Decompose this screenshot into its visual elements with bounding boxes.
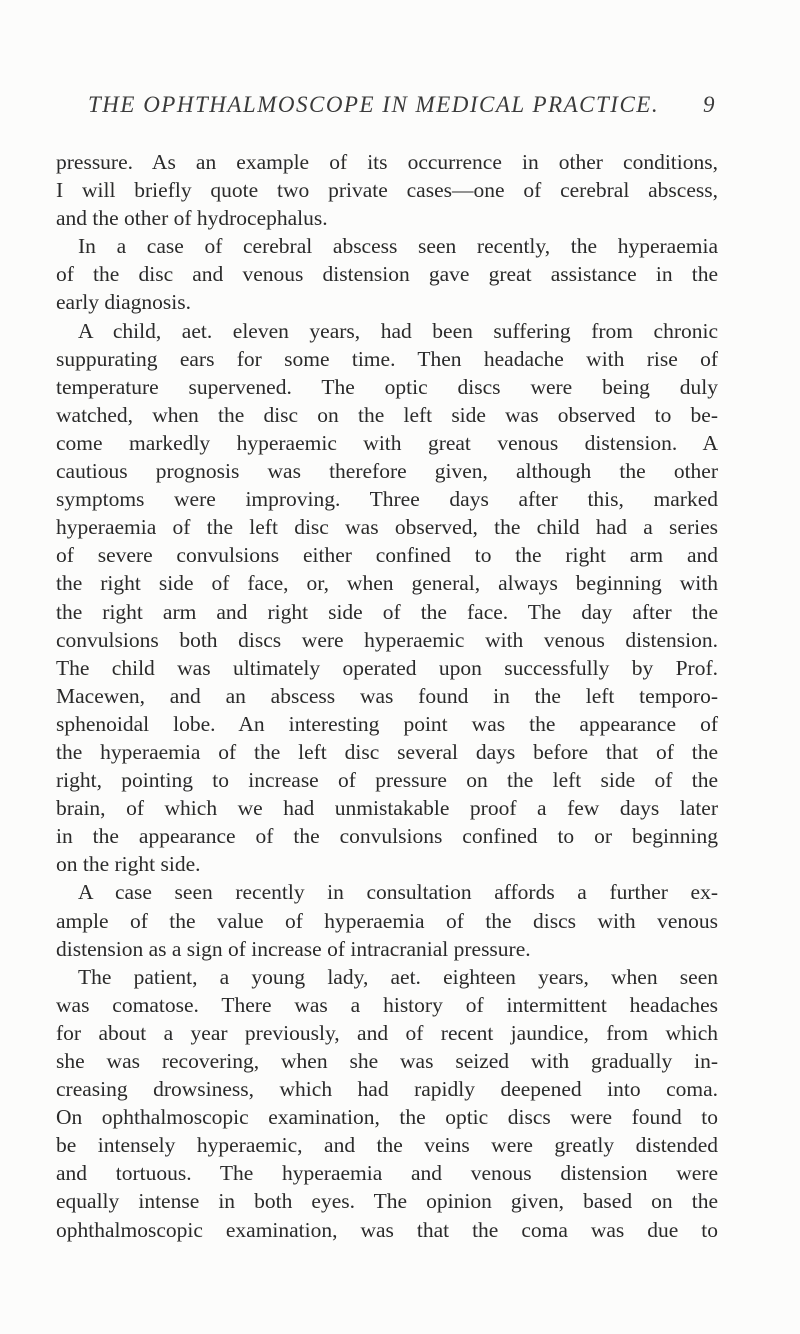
text-line: she was recovering, when she was seized with gradually in- [56, 1049, 718, 1073]
text-line: early diagnosis. [56, 290, 191, 315]
page-number: 9 [703, 92, 716, 117]
text-line: On ophthalmoscopic examination, the optic discs were found to [56, 1105, 718, 1130]
text-line: equally intense in both eyes. The opinion given, based on the [56, 1189, 718, 1214]
text-line: pressure. As an example of its occurrence in other conditions, [56, 150, 718, 174]
text-line: watched, when the disc on the left side was observed to be- [56, 402, 718, 427]
text-line: was comatose. There was a history of intermittent headaches [56, 992, 718, 1017]
text-line: the hyperaemia of the left disc several days before that of the [56, 739, 718, 764]
text-line: convulsions both discs were hyperaemic with venous distension. [56, 627, 718, 652]
text-line: for about a year previously, and of recent jaundice, from which [56, 1020, 718, 1045]
text-line: ample of the value of hyperaemia of the discs with venous [56, 908, 718, 933]
text-line: A case seen recently in consultation affords a further ex- [78, 880, 718, 905]
text-line: I will briefly quote two private cases—one of cerebral abscess, [56, 178, 718, 203]
running-head-title: THE OPHTHALMOSCOPE IN MEDICAL PRACTICE. [88, 92, 660, 117]
text-line: In a case of cerebral abscess seen recently, the hyperaemia [78, 234, 718, 259]
text-line: come markedly hyperaemic with great venous distension. A [56, 430, 718, 455]
text-line: be intensely hyperaemic, and the veins were greatly distended [56, 1133, 718, 1158]
text-line: brain, of which we had unmistakable proof a few days later [56, 796, 718, 821]
text-line: The child was ultimately operated upon successfully by Prof. [56, 655, 718, 680]
text-line: the right arm and right side of the face. The day after the [56, 599, 718, 624]
text-line: creasing drowsiness, which had rapidly deepened into coma. [56, 1077, 718, 1102]
running-head [88, 92, 716, 122]
text-line: A child, aet. eleven years, had been suffering from chronic [78, 318, 718, 343]
text-line: temperature supervened. The optic discs were being duly [56, 374, 718, 399]
text-line: Macewen, and an abscess was found in the left temporo- [56, 683, 718, 708]
text-line: distension as a sign of increase of intracranial pressure. [56, 936, 531, 961]
text-line: in the appearance of the convulsions confined to or beginning [56, 824, 718, 849]
text-line: The patient, a young lady, aet. eighteen years, when seen [78, 964, 718, 989]
text-line: ophthalmoscopic examination, was that the coma was due to [56, 1217, 718, 1242]
text-line: right, pointing to increase of pressure on the left side of the [56, 768, 718, 793]
text-line: and the other of hydrocephalus. [56, 206, 328, 231]
text-line: and tortuous. The hyperaemia and venous distension were [56, 1161, 718, 1186]
text-line: symptoms were improving. Three days after this, marked [56, 487, 718, 512]
body-text [56, 148, 718, 1244]
text-line: suppurating ears for some time. Then headache with rise of [56, 346, 718, 371]
text-line: of severe convulsions either confined to the right arm and [56, 543, 718, 568]
text-line: of the disc and venous distension gave great assistance in the [56, 262, 718, 287]
text-line: cautious prognosis was therefore given, although the other [56, 459, 718, 484]
text-line: hyperaemia of the left disc was observed, the child had a series [56, 515, 718, 540]
text-line: on the right side. [56, 852, 201, 877]
text-line: the right side of face, or, when general, always beginning with [56, 571, 718, 596]
text-line: sphenoidal lobe. An interesting point was the appearance of [56, 711, 718, 736]
